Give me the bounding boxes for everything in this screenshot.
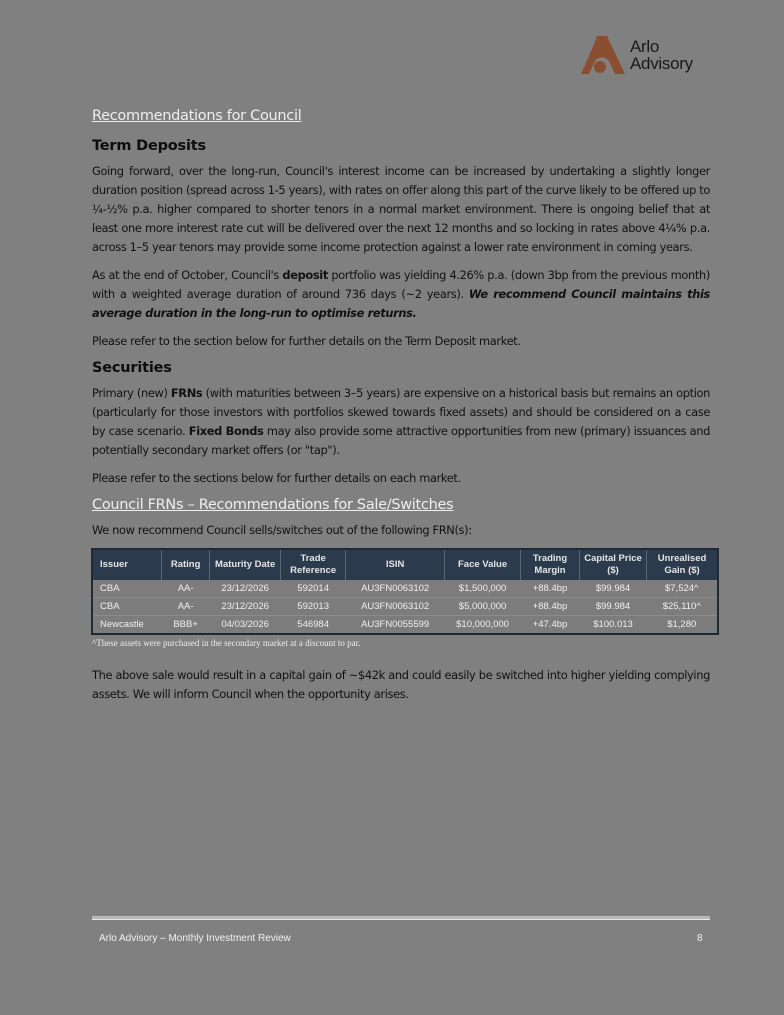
table-footnote: ^These assets were purchased in the secondary market at a discount to par. [92, 638, 361, 648]
logo-wordmark [630, 38, 693, 72]
text-run: As at the end of October, Council's [92, 268, 283, 282]
securities-paragraph-2: Please refer to the sections below for further details on each market. [92, 471, 461, 485]
cell-trade-reference: 546984 [281, 616, 346, 635]
cell-issuer: Newcastle [92, 616, 162, 635]
footer-divider [92, 916, 710, 920]
term-deposits-paragraph-1: Going forward, over the long-run, Council's interest income can be increased by undertaking a slightly longer duration position (spread across 1-5 years), with rates on offer along this part of the curve likely to be offered up to ¼-½% p.a. higher compared to shorter tenors in a normal market environment. There is ongoing belief that at least one more interest rate cut will be delivered over the next 12 months and so locking in rates above 4¼% p.a. across 1–5 year tenors may provide some income protection against a lower rate environment in coming years. [92, 164, 710, 254]
cell-issuer: CBA [92, 580, 162, 598]
header-trade-reference: Trade Reference [281, 549, 346, 580]
cell-face-value: $1,500,000 [445, 580, 521, 598]
cell-face-value: $5,000,000 [445, 598, 521, 616]
cell-isin: AU3FN0055599 [346, 616, 445, 635]
term-deposits-paragraph-3: Please refer to the section below for further details on the Term Deposit market. [92, 334, 521, 348]
table-row [92, 580, 718, 598]
term-deposits-paragraph-2 [92, 266, 710, 323]
cell-maturity-date: 04/03/2026 [210, 616, 281, 635]
header-issuer: Issuer [92, 549, 162, 580]
text-run: portfolio was yielding 4.26% p.a. (down 3bp from the previous month) with a weighted average duration of around 736 days (~2 years). [92, 268, 710, 301]
frns-emphasis: FRNs [170, 386, 203, 400]
table-header-row [92, 549, 718, 580]
cell-rating: AA- [162, 580, 210, 598]
cell-trade-reference: 592014 [281, 580, 346, 598]
cell-unrealised-gain: $7,524^ [647, 580, 719, 598]
cell-trading-margin: +88.4bp [521, 598, 580, 616]
header-trading-margin: Trading Margin [521, 549, 580, 580]
footer-text: Arlo Advisory – Monthly Investment Review [99, 933, 291, 944]
fixed-bonds-emphasis: Fixed Bonds [188, 424, 264, 438]
cell-unrealised-gain: $25,110^ [647, 598, 719, 616]
frn-sale-table [91, 548, 719, 635]
page-title: Recommendations for Council [92, 108, 302, 124]
header-capital-price: Capital Price ($) [580, 549, 647, 580]
term-deposits-heading: Term Deposits [92, 138, 206, 154]
frn-intro: We now recommend Council sells/switches out of the following FRN(s): [92, 523, 472, 537]
cell-trading-margin: +88.4bp [521, 580, 580, 598]
text-run: Primary (new) [92, 386, 171, 400]
table-row [92, 598, 718, 616]
arlo-advisory-logo [581, 34, 693, 76]
arlo-logo-mark-icon [581, 34, 627, 76]
cell-trading-margin: +47.4bp [521, 616, 580, 635]
page-content [92, 108, 710, 713]
cell-isin: AU3FN0063102 [346, 580, 445, 598]
header-rating: Rating [162, 549, 210, 580]
cell-maturity-date: 23/12/2026 [210, 598, 281, 616]
cell-rating: AA- [162, 598, 210, 616]
header-unrealised-gain: Unrealised Gain ($) [647, 549, 719, 580]
table-row [92, 616, 718, 635]
logo-line-1: Arlo [630, 37, 660, 56]
securities-heading: Securities [92, 360, 172, 376]
deposit-emphasis: deposit [282, 268, 328, 282]
cell-rating: BBB+ [162, 616, 210, 635]
page-number: 8 [697, 933, 703, 944]
cell-issuer: CBA [92, 598, 162, 616]
cell-maturity-date: 23/12/2026 [210, 580, 281, 598]
header-face-value: Face Value [445, 549, 521, 580]
header-isin: ISIN [346, 549, 445, 580]
cell-capital-price: $99.984 [580, 580, 647, 598]
logo-line-2: Advisory [630, 54, 693, 73]
text-run: may also provide some attractive opportunities from new (primary) issuances and potentially secondary market offers (or "tap"). [92, 424, 710, 457]
cell-capital-price: $99.984 [580, 598, 647, 616]
text-run: (with maturities between 3–5 years) are expensive on a historical basis but remains an option (particularly for those investors with portfolios skewed towards fixed assets) and should be considered on a case by case scenario. [92, 386, 710, 438]
recommendation-emphasis: We recommend Council maintains this average duration in the long-run to optimise returns. [92, 287, 710, 320]
cell-capital-price: $100.013 [580, 616, 647, 635]
frn-section-heading: Council FRNs – Recommendations for Sale/Switches [92, 497, 454, 513]
cell-trade-reference: 592013 [281, 598, 346, 616]
header-maturity-date: Maturity Date [210, 549, 281, 580]
cell-face-value: $10,000,000 [445, 616, 521, 635]
securities-paragraph-1 [92, 384, 710, 460]
cell-unrealised-gain: $1,280 [647, 616, 719, 635]
cell-isin: AU3FN0063102 [346, 598, 445, 616]
frn-conclusion: The above sale would result in a capital gain of ~$42k and could easily be switched into higher yielding complying assets. We will inform Council when the opportunity arises. [92, 668, 710, 701]
